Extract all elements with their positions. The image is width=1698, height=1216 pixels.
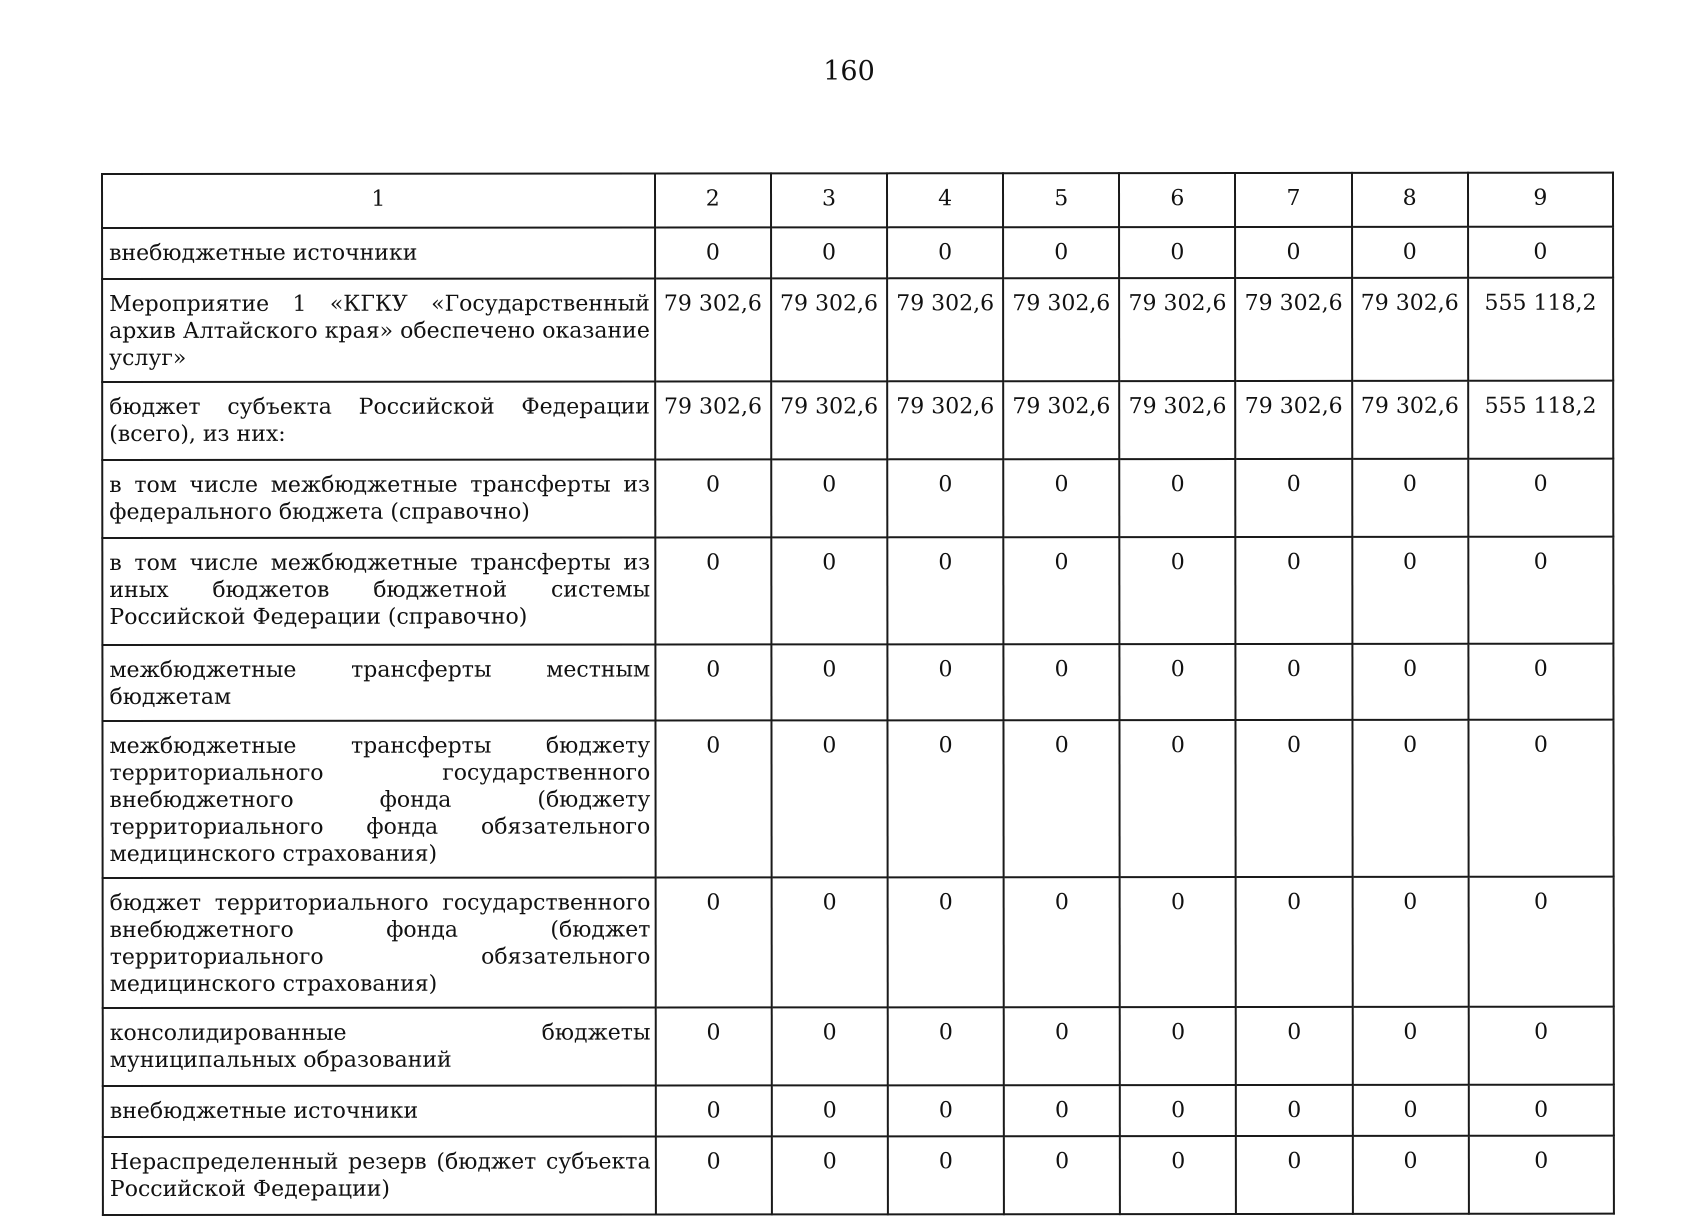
table-cell: 0 — [1468, 1085, 1613, 1136]
table-cell: 0 — [1468, 644, 1613, 720]
row-label: в том числе межбюджетные трансферты из федерального бюджета (справочно) — [102, 460, 655, 538]
table-cell: 79 302,6 — [771, 278, 887, 381]
table-cell: 0 — [655, 459, 771, 537]
table-cell: 0 — [1236, 644, 1352, 720]
column-header: 4 — [887, 173, 1003, 227]
table-row — [102, 381, 1613, 460]
table-cell: 0 — [1120, 1085, 1236, 1136]
table-cell: 0 — [1236, 537, 1352, 644]
table-cell: 0 — [1004, 1136, 1120, 1214]
table-cell: 0 — [1236, 459, 1352, 537]
row-label: в том числе межбюджетные трансферты из иных бюджетов бюджетной системы Российской Федерации (справочно) — [102, 538, 655, 645]
table-cell: 0 — [1120, 459, 1236, 537]
table-cell: 0 — [1003, 227, 1119, 278]
table-cell: 0 — [888, 1085, 1004, 1136]
table-cell: 0 — [1235, 227, 1351, 278]
row-label: Нераспределенный резерв (бюджет субъекта Российской Федерации) — [103, 1137, 656, 1215]
table-cell: 0 — [655, 537, 771, 644]
table-cell: 79 302,6 — [887, 381, 1003, 459]
column-header: 2 — [655, 173, 771, 227]
table-cell: 0 — [1468, 537, 1613, 644]
table-cell: 79 302,6 — [1352, 278, 1468, 381]
table-row — [103, 1085, 1614, 1137]
table-cell: 79 302,6 — [887, 278, 1003, 381]
table-row — [102, 278, 1613, 382]
row-label: Мероприятие 1 «КГКУ «Государственный архив Алтайского края» обеспечено оказание услуг» — [102, 279, 655, 382]
table-cell: 0 — [1120, 1136, 1236, 1214]
table-cell: 79 302,6 — [1236, 278, 1352, 381]
table-cell: 0 — [771, 644, 887, 720]
table-cell: 79 302,6 — [655, 278, 771, 381]
table-cell: 79 302,6 — [1003, 381, 1119, 459]
table-cell: 0 — [1236, 720, 1352, 877]
table-cell: 79 302,6 — [655, 381, 771, 459]
table-cell: 0 — [1120, 877, 1236, 1007]
row-label: внебюджетные источники — [103, 1086, 656, 1137]
table-cell: 79 302,6 — [771, 381, 887, 459]
table-cell: 0 — [1352, 1085, 1468, 1136]
table-cell: 0 — [772, 1136, 888, 1214]
table-cell: 0 — [1004, 644, 1120, 720]
table-cell: 0 — [772, 1007, 888, 1085]
table-cell: 0 — [888, 877, 1004, 1007]
table-cell: 0 — [771, 227, 887, 278]
table-cell: 0 — [887, 227, 1003, 278]
table-body — [102, 173, 1614, 1215]
row-label: внебюджетные источники — [102, 228, 655, 279]
table-cell: 0 — [1004, 1007, 1120, 1085]
column-header: 3 — [771, 173, 887, 227]
table-cell: 0 — [655, 1007, 771, 1085]
table-cell: 0 — [1468, 227, 1613, 278]
table-cell: 0 — [656, 1136, 772, 1214]
table-cell: 0 — [1469, 1136, 1614, 1214]
table-cell: 0 — [655, 877, 771, 1007]
table-cell: 79 302,6 — [1119, 278, 1235, 381]
table-cell: 0 — [888, 1007, 1004, 1085]
column-header: 5 — [1003, 173, 1119, 227]
table-cell: 0 — [1236, 1007, 1352, 1085]
table-cell: 0 — [1352, 227, 1468, 278]
column-header: 1 — [102, 174, 655, 228]
row-label: консолидированные бюджеты муниципальных образований — [103, 1008, 656, 1086]
table-row — [102, 644, 1613, 721]
table-row — [103, 877, 1614, 1008]
row-label: межбюджетные трансферты местным бюджетам — [102, 645, 655, 721]
table-cell: 0 — [1352, 1007, 1468, 1085]
table-cell: 0 — [771, 877, 887, 1007]
table-cell: 0 — [1352, 877, 1468, 1007]
table-cell: 0 — [887, 459, 1003, 537]
table-row — [102, 227, 1613, 279]
table-cell: 79 302,6 — [1003, 278, 1119, 381]
row-label: межбюджетные трансферты бюджету территориального государственного внебюджетного фонда (бюджету территориального фонда обязательного медицинского страхования) — [102, 721, 655, 878]
table-cell: 0 — [1119, 227, 1235, 278]
table-cell: 0 — [1003, 537, 1119, 644]
table-cell: 555 118,2 — [1468, 381, 1613, 459]
column-header: 6 — [1119, 173, 1235, 227]
table-cell: 555 118,2 — [1468, 278, 1613, 381]
table-cell: 0 — [887, 720, 1003, 877]
table-cell: 0 — [1004, 1085, 1120, 1136]
table-cell: 79 302,6 — [1236, 381, 1352, 459]
table-cell: 0 — [771, 459, 887, 537]
table-cell: 0 — [1352, 720, 1468, 877]
table-cell: 0 — [1352, 1136, 1468, 1214]
column-number-header-row — [102, 173, 1613, 228]
table-cell: 0 — [772, 1085, 888, 1136]
table-cell: 0 — [771, 720, 887, 877]
table-cell: 0 — [1236, 1085, 1352, 1136]
table-cell: 0 — [1120, 537, 1236, 644]
table-cell: 0 — [1236, 1136, 1352, 1214]
table-cell: 0 — [1352, 537, 1468, 644]
table-cell: 0 — [1004, 877, 1120, 1007]
table-cell: 0 — [1120, 644, 1236, 720]
table-cell: 0 — [655, 720, 771, 877]
table-cell: 0 — [887, 644, 1003, 720]
table-row — [103, 1007, 1614, 1086]
table-cell: 0 — [1120, 720, 1236, 877]
table-cell: 0 — [1004, 720, 1120, 877]
table-cell: 0 — [1352, 644, 1468, 720]
table-cell: 0 — [1352, 459, 1468, 537]
table-cell: 0 — [655, 227, 771, 278]
table-cell: 0 — [887, 537, 1003, 644]
row-label: бюджет территориального государственного внебюджетного фонда (бюджет территориального обязательного медицинского страхования) — [103, 878, 656, 1008]
row-label: бюджет субъекта Российской Федерации (всего), из них: — [102, 382, 655, 460]
table-row — [102, 537, 1613, 645]
table-cell: 0 — [1120, 1007, 1236, 1085]
column-header: 8 — [1352, 173, 1468, 227]
table-cell: 0 — [655, 644, 771, 720]
table-cell: 79 302,6 — [1119, 381, 1235, 459]
table-cell: 0 — [1236, 877, 1352, 1007]
table-cell: 0 — [771, 537, 887, 644]
column-header: 7 — [1235, 173, 1351, 227]
table-row — [102, 720, 1613, 878]
table-cell: 0 — [1003, 459, 1119, 537]
column-header: 9 — [1468, 173, 1613, 227]
table-cell: 79 302,6 — [1352, 381, 1468, 459]
table-row — [103, 1136, 1614, 1215]
table-cell: 0 — [888, 1136, 1004, 1214]
page-number: 160 — [823, 56, 875, 87]
table-cell: 0 — [656, 1085, 772, 1136]
table-cell: 0 — [1468, 459, 1613, 537]
table-cell: 0 — [1468, 720, 1613, 877]
table-row — [102, 459, 1613, 538]
table-cell: 0 — [1468, 877, 1613, 1007]
table-cell: 0 — [1468, 1007, 1613, 1085]
budget-table — [101, 172, 1615, 1216]
